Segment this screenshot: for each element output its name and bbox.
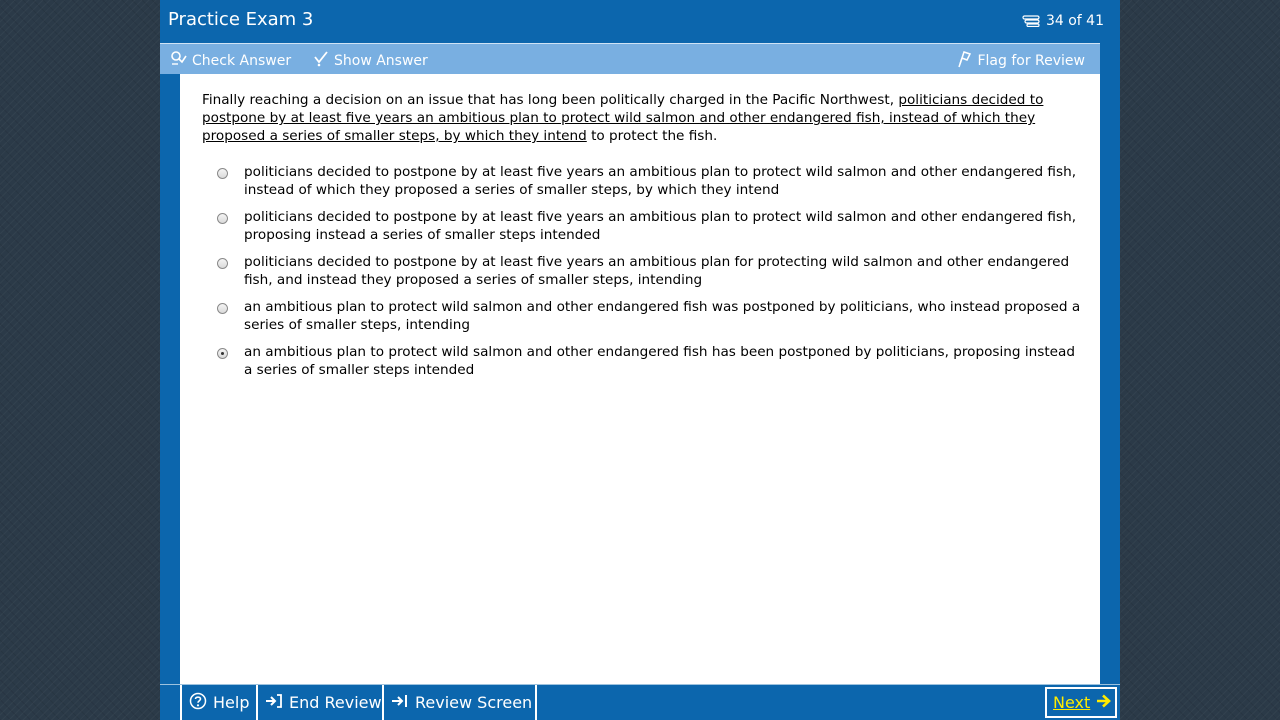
question-counter xyxy=(1022,13,1104,29)
radio-button-e[interactable] xyxy=(217,348,228,359)
radio-button-b[interactable] xyxy=(217,213,228,224)
help-button[interactable] xyxy=(180,685,258,720)
choice-text-e[interactable]: an ambitious plan to protect wild salmon and other endangered fish has been postponed by politicians, proposing instead a series of smaller steps intended xyxy=(244,344,1075,378)
toolbar xyxy=(160,43,1100,74)
stem-end: to protect the fish. xyxy=(586,128,718,144)
stem-underlined-portion: politicians decided to postpone by at least five years an ambitious plan to protect wild salmon and other endangered fish, instead of which they proposed a series of smaller steps, by which they intend xyxy=(202,92,1044,144)
radio-button-a[interactable] xyxy=(217,168,228,179)
review-screen-button[interactable] xyxy=(382,685,537,720)
end-review-label: End Review xyxy=(289,693,382,712)
end-review-icon xyxy=(265,693,283,713)
end-review-button[interactable] xyxy=(256,685,384,720)
bottom-navigation-bar xyxy=(160,685,1120,720)
stem-intro: Finally reaching a decision on an issue that has long been politically charged in the Pacific Northwest, xyxy=(202,92,899,108)
right-arrow-icon xyxy=(1096,693,1112,713)
next-button[interactable] xyxy=(1045,687,1117,718)
help-label: Help xyxy=(213,693,250,712)
question-stem xyxy=(202,91,1082,145)
answer-choice-e[interactable] xyxy=(180,343,1100,388)
show-answer-button[interactable] xyxy=(313,50,428,71)
check-answer-button[interactable] xyxy=(170,50,291,71)
review-screen-icon xyxy=(391,693,409,713)
answer-choice-b[interactable] xyxy=(180,208,1100,253)
radio-button-c[interactable] xyxy=(217,258,228,269)
answer-choice-a[interactable] xyxy=(180,163,1100,208)
review-screen-label: Review Screen xyxy=(415,693,533,712)
choice-text-b[interactable]: politicians decided to postpone by at least five years an ambitious plan to protect wild salmon and other endangered fish, proposing instead a series of smaller steps intended xyxy=(244,209,1077,243)
choice-text-a[interactable]: politicians decided to postpone by at least five years an ambitious plan to protect wild salmon and other endangered fish, instead of which they proposed a series of smaller steps, by which they intend xyxy=(244,164,1077,198)
question-list-icon xyxy=(1022,15,1040,27)
choice-text-c[interactable]: politicians decided to postpone by at least five years an ambitious plan for protecting wild salmon and other endangered fish, and instead they proposed a series of smaller steps, intending xyxy=(244,254,1070,288)
exam-window xyxy=(160,0,1120,720)
flag-icon xyxy=(956,50,972,72)
choice-text-d[interactable]: an ambitious plan to protect wild salmon and other endangered fish was postponed by politicians, who instead proposed a series of smaller steps, intending xyxy=(244,299,1081,333)
radio-button-d[interactable] xyxy=(217,303,228,314)
check-answer-label: Check Answer xyxy=(192,52,292,69)
answer-choices xyxy=(180,163,1100,388)
answer-choice-d[interactable] xyxy=(180,298,1100,343)
flag-for-review-button[interactable] xyxy=(956,50,1085,72)
question-counter-text: 34 of 41 xyxy=(1045,13,1104,29)
title-bar xyxy=(160,0,1120,42)
show-answer-label: Show Answer xyxy=(334,52,428,69)
help-icon xyxy=(189,692,207,714)
show-answer-icon xyxy=(313,50,329,71)
answer-choice-c[interactable] xyxy=(180,253,1100,298)
next-label: Next xyxy=(1053,693,1091,712)
check-answer-icon xyxy=(170,50,187,71)
exam-title: Practice Exam 3 xyxy=(168,9,314,30)
question-panel xyxy=(180,74,1100,684)
flag-for-review-label: Flag for Review xyxy=(977,53,1085,69)
